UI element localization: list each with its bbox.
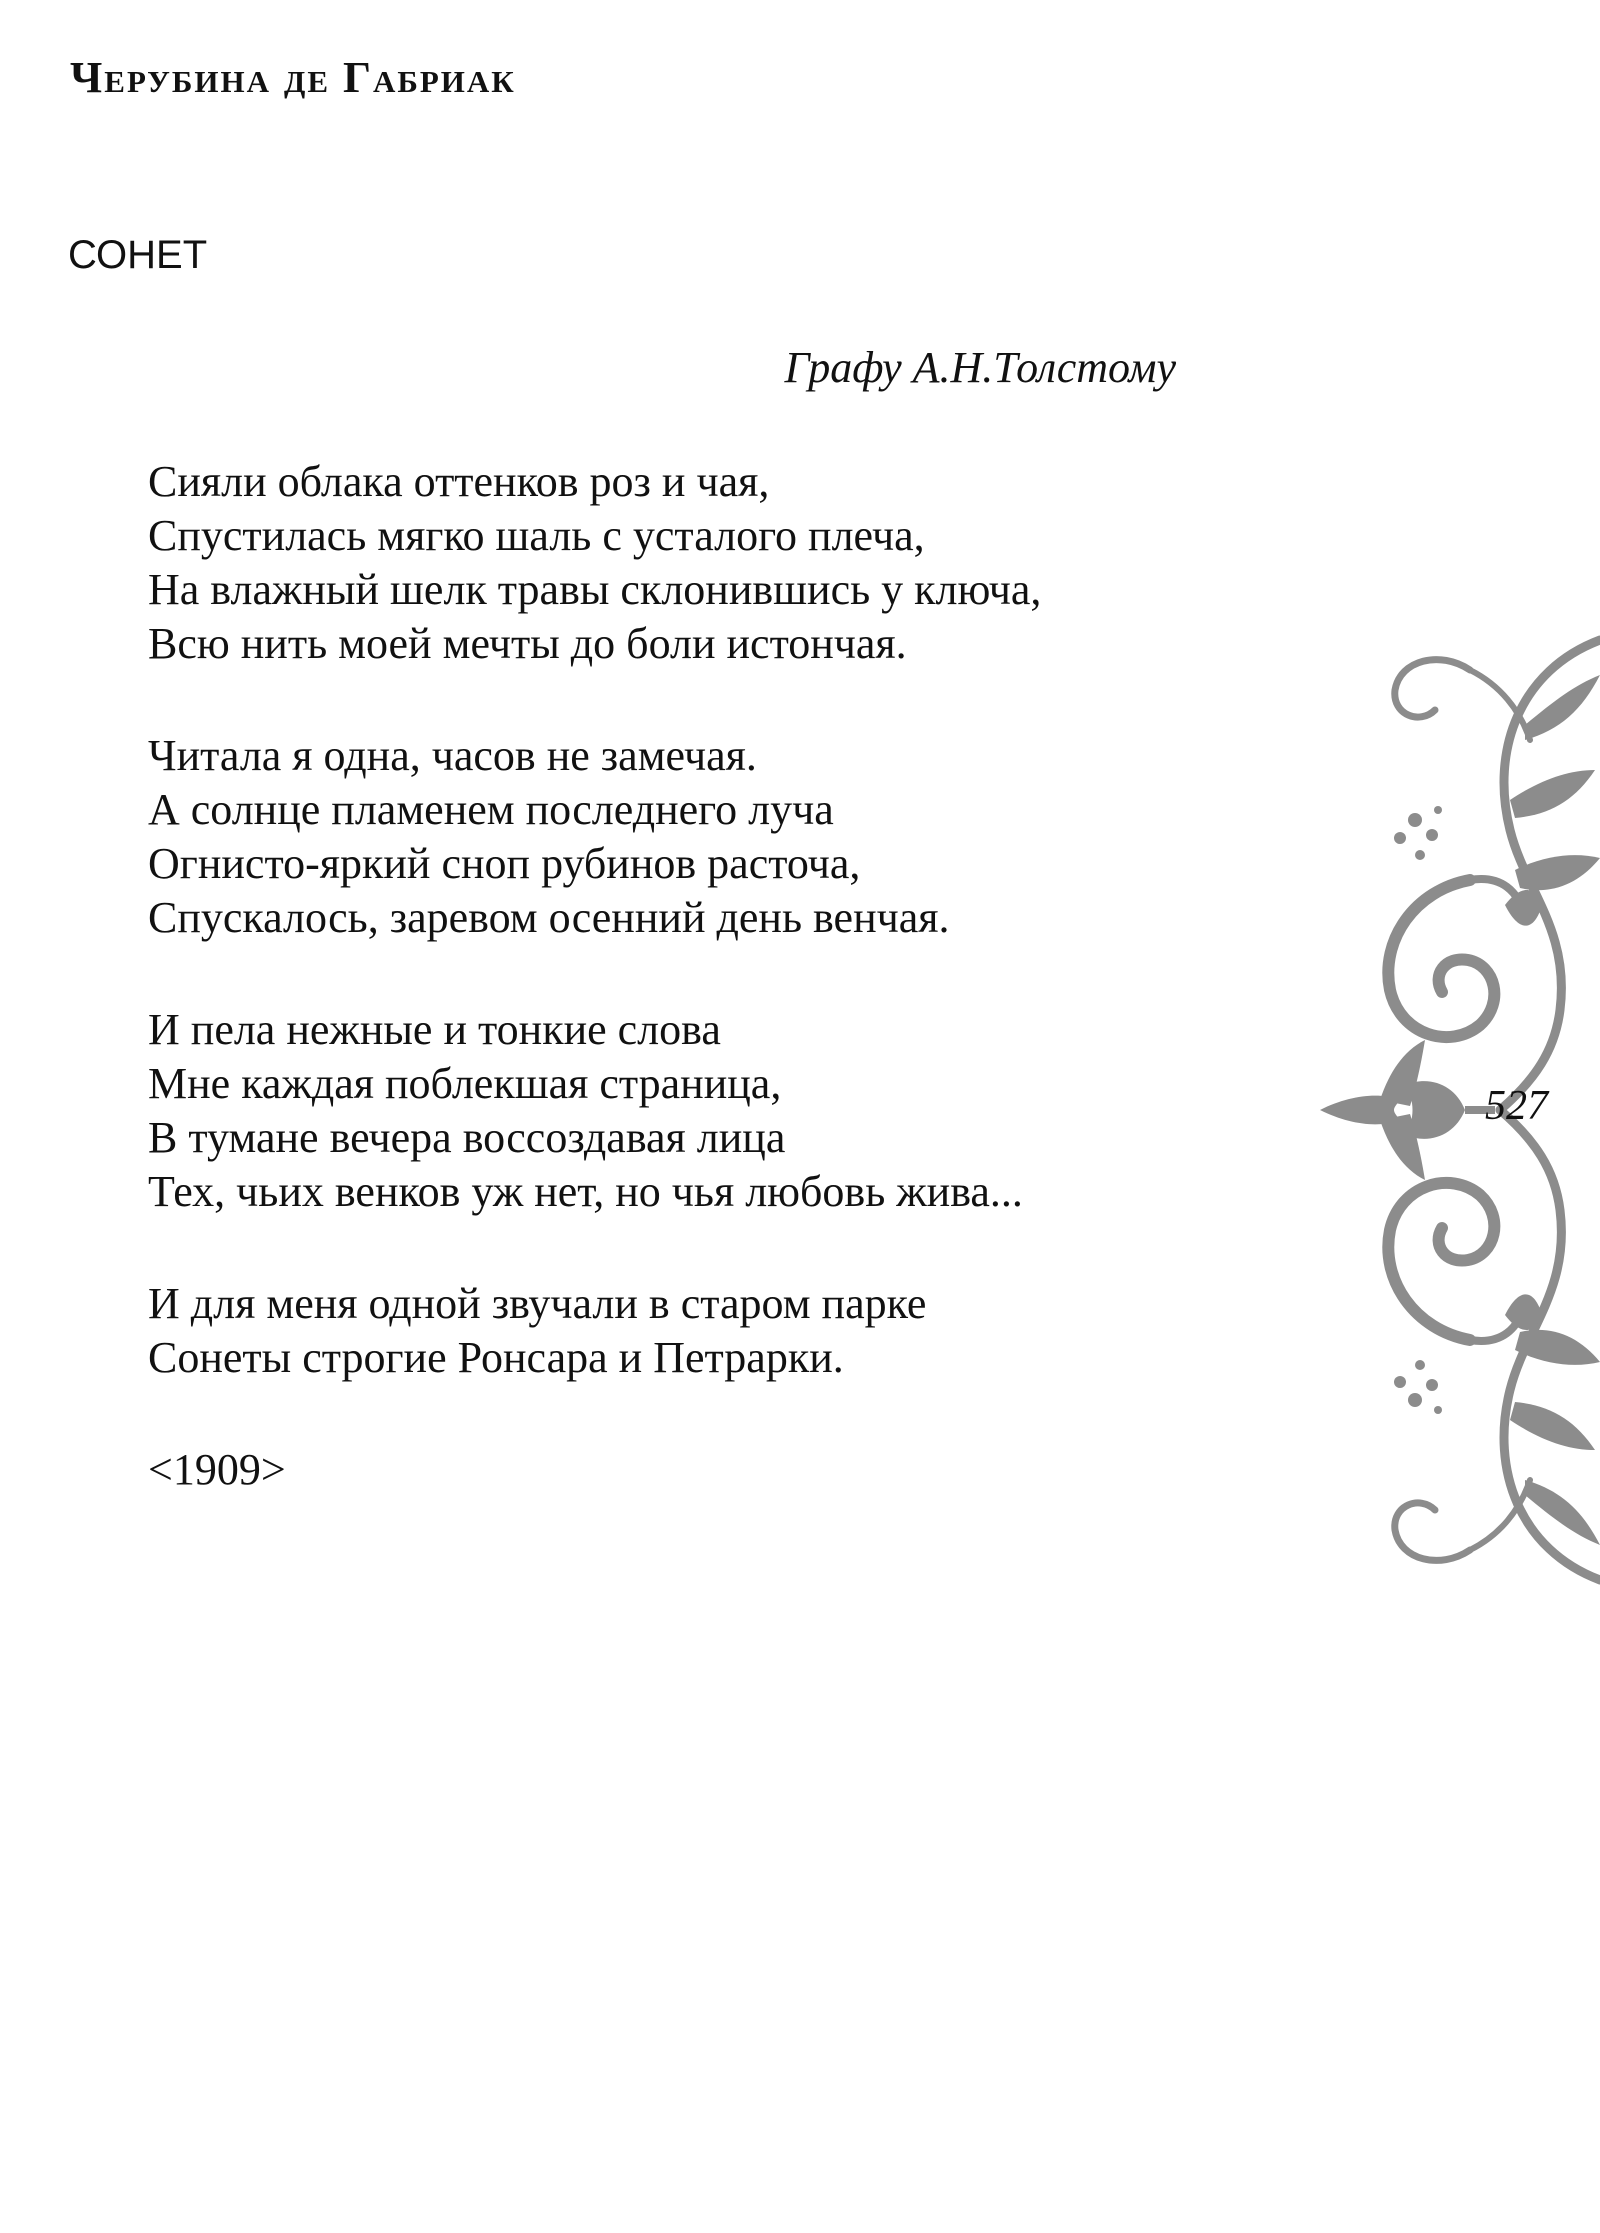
poem-line: Спустилась мягко шаль с усталого плеча, <box>148 511 925 560</box>
poem-line: Тех, чьих венков уж нет, но чья любовь жива... <box>148 1167 1023 1216</box>
poem-line: Читала я одна, часов не замечая. <box>148 731 757 780</box>
stanza-3 <box>148 1003 1041 1219</box>
poem-line: В тумане вечера воссоздавая лица <box>148 1113 786 1162</box>
page-number: 527 <box>1485 1083 1548 1129</box>
stanza-1 <box>148 455 1041 671</box>
poem-line: Сияли облака оттенков роз и чая, <box>148 457 770 506</box>
stanza-2 <box>148 729 1041 945</box>
poem-line: А солнце пламенем последнего луча <box>148 785 834 834</box>
floral-scroll-ornament-icon <box>1320 630 1600 1590</box>
poem-title: СОНЕТ <box>68 233 208 277</box>
poem-line: На влажный шелк травы склонившись у ключа, <box>148 565 1042 614</box>
poem-line: Спускалось, заревом осенний день венчая. <box>148 893 950 942</box>
poem-line: Сонеты строгие Ронсара и Петрарки. <box>148 1333 844 1382</box>
poem-body <box>148 455 1041 1497</box>
stanza-4 <box>148 1277 1041 1385</box>
poem-line: И пела нежные и тонкие слова <box>148 1005 721 1054</box>
poem-line: Огнисто-яркий сноп рубинов расточа, <box>148 839 861 888</box>
poem-line: Всю нить моей мечты до боли истончая. <box>148 619 907 668</box>
poem-line: И для меня одной звучали в старом парке <box>148 1279 927 1328</box>
poem-date: <1909> <box>148 1445 286 1494</box>
poem-line: Мне каждая поблекшая страница, <box>148 1059 782 1108</box>
poem-dedication: Графу А.Н.Толстому <box>784 343 1176 392</box>
author-name: Черубина де Габриак <box>70 53 516 102</box>
